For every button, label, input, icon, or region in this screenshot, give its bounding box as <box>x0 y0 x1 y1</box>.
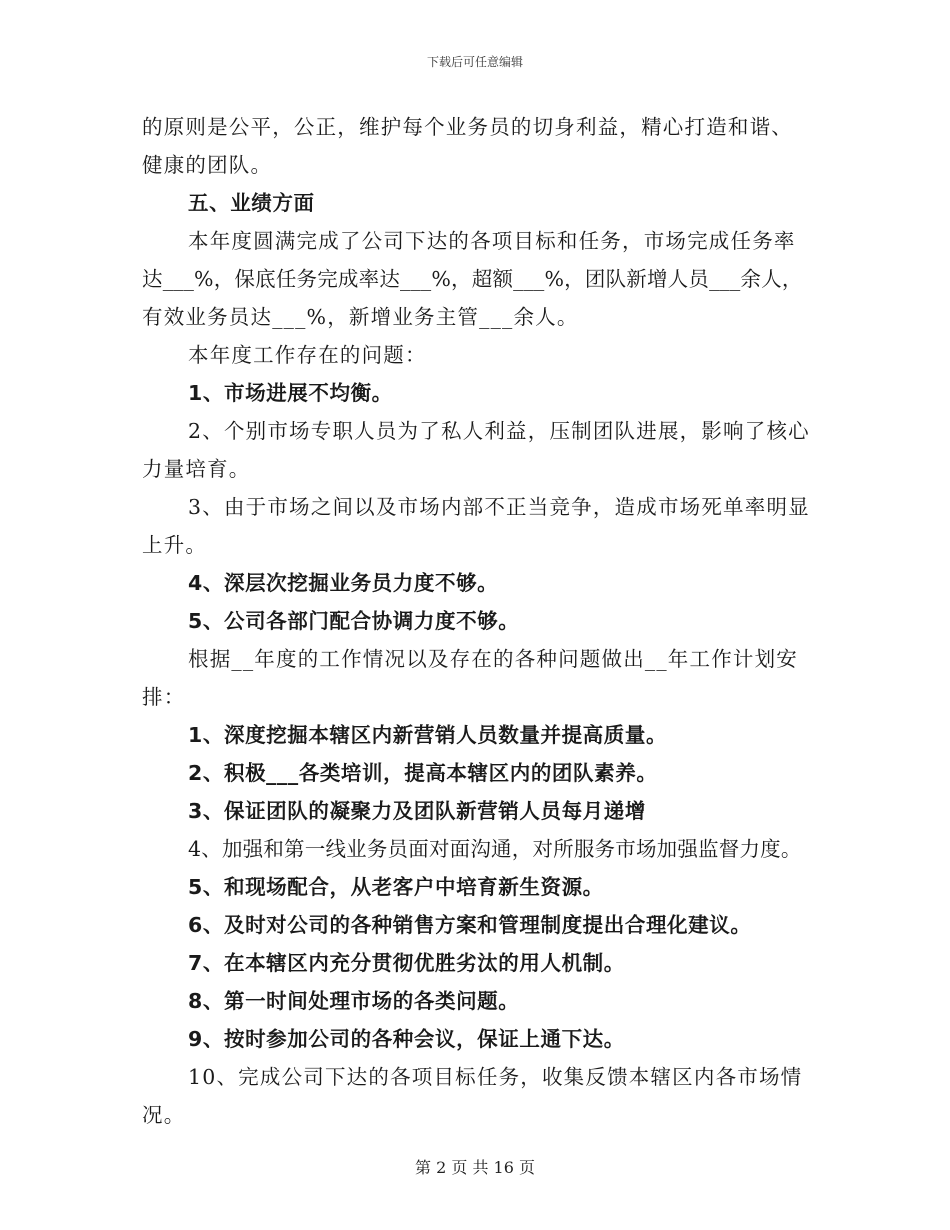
text-line: 4、加强和第一线业务员面对面沟通，对所服务市场加强监督力度。 <box>188 837 802 861</box>
heading-line: 7、在本辖区内充分贯彻优胜劣汰的用人机制。 <box>188 951 625 975</box>
heading-line: 1、深度挖掘本辖区内新营销人员数量并提高质量。 <box>188 723 668 747</box>
heading-line: 5、公司各部门配合协调力度不够。 <box>188 609 520 633</box>
text-line: 的原则是公平，公正，维护每个业务员的切身利益，精心打造和谐、 <box>142 115 793 139</box>
text-line: 达___%，保底任务完成率达___%，超额___%，团队新增人员___余人， <box>142 267 803 291</box>
text-line: 况。 <box>142 1103 186 1127</box>
text-line: 有效业务员达___%，新增业务主管___余人。 <box>142 305 579 329</box>
text-line: 2、个别市场专职人员为了私人利益，压制团队进展，影响了核心 <box>188 419 810 443</box>
text-line: 力量培育。 <box>142 457 251 481</box>
heading-line: 1、市场进展不均衡。 <box>188 381 393 405</box>
heading-line: 3、保证团队的凝聚力及团队新营销人员每月递增 <box>188 799 646 823</box>
text-line: 本年度工作存在的问题： <box>188 343 427 367</box>
heading-line: 4、深层次挖掘业务员力度不够。 <box>188 571 499 595</box>
heading-line: 9、按时参加公司的各种会议，保证上通下达。 <box>188 1027 625 1051</box>
text-line: 本年度圆满完成了公司下达的各项目标和任务，市场完成任务率 <box>188 229 796 253</box>
text-line: 排： <box>142 685 186 709</box>
text-line: 健康的团队。 <box>142 153 273 177</box>
document-body <box>142 108 822 1134</box>
heading-line: 8、第一时间处理市场的各类问题。 <box>188 989 520 1013</box>
heading-line: 五、业绩方面 <box>188 191 315 215</box>
text-line: 上升。 <box>142 533 208 557</box>
text-line: 根据__年度的工作情况以及存在的各种问题做出__年工作计划安 <box>188 647 798 671</box>
heading-line: 2、积极___各类培训，提高本辖区内的团队素养。 <box>188 761 658 785</box>
text-line: 10、完成公司下达的各项目标任务，收集反馈本辖区内各市场情 <box>188 1065 803 1089</box>
text-line: 3、由于市场之间以及市场内部不正当竞争，造成市场死单率明显 <box>188 495 810 519</box>
heading-line: 6、及时对公司的各种销售方案和管理制度提出合理化建议。 <box>188 913 752 937</box>
page-header: 下载后可任意编辑 <box>426 55 523 69</box>
page-footer: 第 2 页 共 16 页 <box>415 1158 535 1177</box>
heading-line: 5、和现场配合，从老客户中培育新生资源。 <box>188 875 604 899</box>
